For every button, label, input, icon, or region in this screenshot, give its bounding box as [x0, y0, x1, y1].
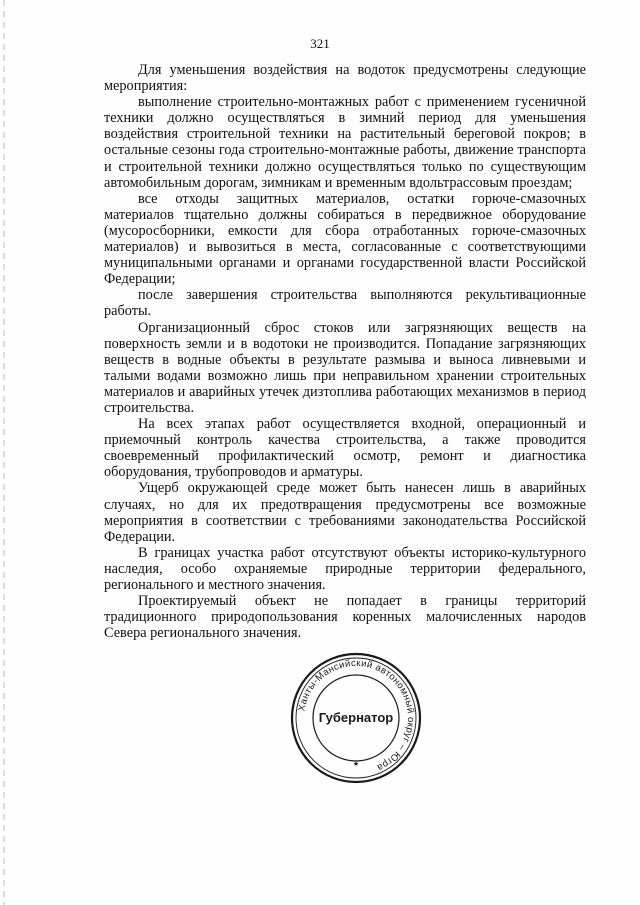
seal-bottom-star-icon: ★	[352, 761, 360, 768]
paragraph-traditional-use: Проектируемый объект не попадает в границы территорий традиционного природопользования коренных малочисленных народов Севера регионального значения.	[104, 593, 586, 642]
scan-edge-artifact	[3, 0, 5, 905]
paragraph-measure-1: выполнение строительно-монтажных работ с применением гусеничной техники должно осуществляться в зимний период для уменьшения воздействия строительной техники на растительный береговой покров; в остальные сезоны года строительно-монтажные работы, движение транспорта и строительной техники должно осуществляться только по существующим автомобильным дорогам, зимникам и временным вдольтрассовым проездам;	[104, 94, 586, 191]
paragraph-control: На всех этапах работ осуществляется входной, операционный и приемочный контроль качества строительства, а также проводится своевременный профилактический осмотр, ремонт и диагностика оборудования, трубопроводов и арматуры.	[104, 416, 586, 481]
paragraph-heritage: В границах участка работ отсутствуют объекты историко-культурного наследия, особо охраняемые природные территории федерального, регионального и местного значения.	[104, 544, 586, 593]
paragraph-discharge: Организационный сброс стоков или загрязняющих веществ на поверхность земли и в водотоки не производится. Попадание загрязняющих веществ в водные объекты в результате размыва и выноса ливневыми и талыми водами возможно лишь при неправильном хранении строительных материалов и аварийных утечек дизтоплива работающих механизмов в период строительства.	[104, 319, 586, 416]
page-number: 321	[310, 36, 330, 51]
seal-center-text: Губернатор	[318, 710, 394, 725]
seal-icon	[288, 650, 424, 786]
body-text	[104, 62, 586, 641]
paragraph-intro: Для уменьшения воздействия на водоток предусмотрены следующие мероприятия:	[104, 62, 586, 95]
paragraph-measure-3: после завершения строительства выполняются рекультивационные работы.	[104, 287, 586, 320]
seal-ring-text: Ханты-Мансийский автономный округ – Югра	[296, 657, 417, 774]
paragraph-measure-2: все отходы защитных материалов, остатки горюче-смазочных материалов тщательно должны собираться в передвижное оборудование (мусоросборники, емкости для сбора отработанных горюче-смазочных материалов) и вывозиться в места, согласованные с соответствующими муниципальными органами и органами государственной власти Российской Федерации;	[104, 190, 586, 288]
official-seal-stamp	[288, 650, 424, 786]
paragraph-damage: Ущерб окружающей среде может быть нанесен лишь в аварийных случаях, но для их предотвращения предусмотрены все возможные мероприятия в соответствии с требованиями законодательства Российской Федерации.	[104, 480, 586, 545]
